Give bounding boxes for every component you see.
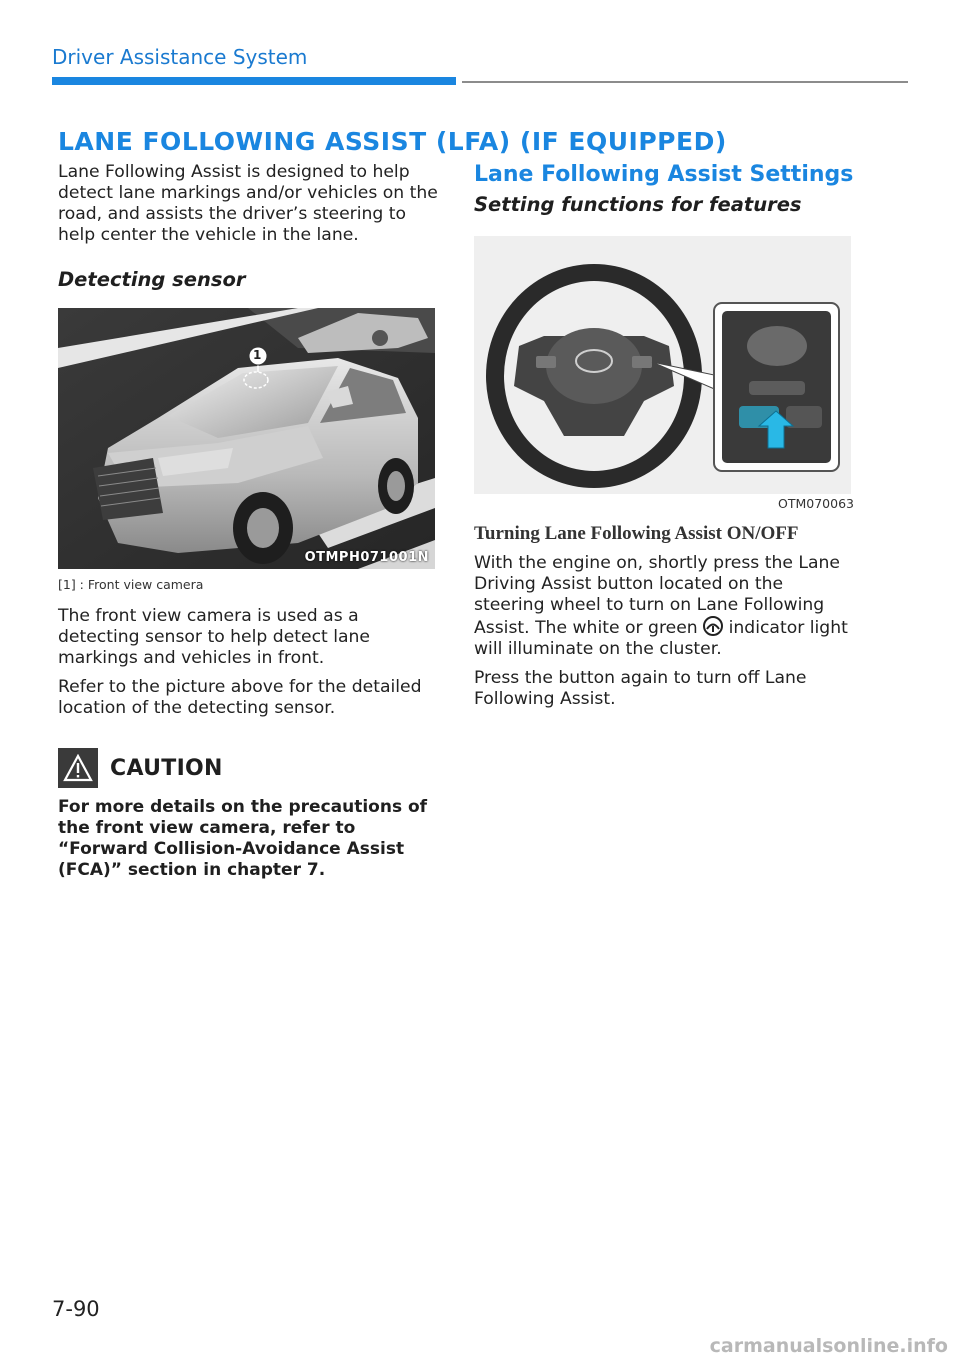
intro-paragraph: Lane Following Assist is designed to help detect lane markings and/or vehicles on the road, and assists the driver’s steering to help center the vehicle in the lane.	[58, 162, 438, 245]
section-title: LANE FOLLOWING ASSIST (LFA) (IF EQUIPPED)	[58, 127, 727, 156]
caution-label: CAUTION	[110, 755, 223, 781]
front-camera-figure	[58, 308, 435, 569]
right-column	[474, 162, 854, 710]
figure-code: OTM070063	[778, 496, 854, 511]
figure-code: OTMPH071001N	[304, 550, 429, 565]
location-paragraph: Refer to the picture above for the detailed location of the detecting sensor.	[58, 677, 422, 718]
warning-triangle-icon	[58, 748, 98, 788]
turning-heading: Turning Lane Following Assist ON/OFF	[474, 523, 799, 544]
detecting-sensor-heading: Detecting sensor	[58, 268, 246, 291]
lane-following-assist-icon	[703, 616, 723, 636]
callout-number: 1	[253, 348, 262, 362]
caution-text: For more details on the precautions of the front view camera, refer to “Forward Collision-Avoidance Assist (FCA)” section in chapter 7.	[58, 797, 428, 880]
turn-off-paragraph: Press the button again to turn off Lane Following Assist.	[474, 668, 807, 709]
watermark: carmanualsonline.info	[709, 1335, 948, 1357]
on-off-text-end: indicator light will illuminate on the cluster.	[474, 618, 848, 659]
page-number: 7-90	[52, 1297, 100, 1321]
header-divider	[462, 81, 908, 83]
on-off-paragraph	[474, 553, 854, 660]
caution-header	[58, 748, 438, 788]
figure-caption: [1] : Front view camera	[58, 577, 204, 592]
setting-functions-heading: Setting functions for features	[474, 193, 802, 216]
header-accent-bar	[52, 77, 456, 85]
camera-paragraph: The front view camera is used as a detecting sensor to help detect lane markings and vehicles in front.	[58, 606, 371, 668]
steering-wheel-figure	[474, 236, 851, 494]
left-column	[58, 162, 438, 881]
header-title: Driver Assistance System	[52, 45, 308, 69]
settings-heading: Lane Following Assist Settings	[474, 162, 854, 187]
steering-wheel-illustration	[474, 236, 851, 494]
on-off-text-start: With the engine on, shortly press the Lane Driving Assist button located on the steering wheel to turn on Lane Following Assist. The white or green	[474, 553, 840, 638]
car-illustration	[58, 308, 435, 569]
